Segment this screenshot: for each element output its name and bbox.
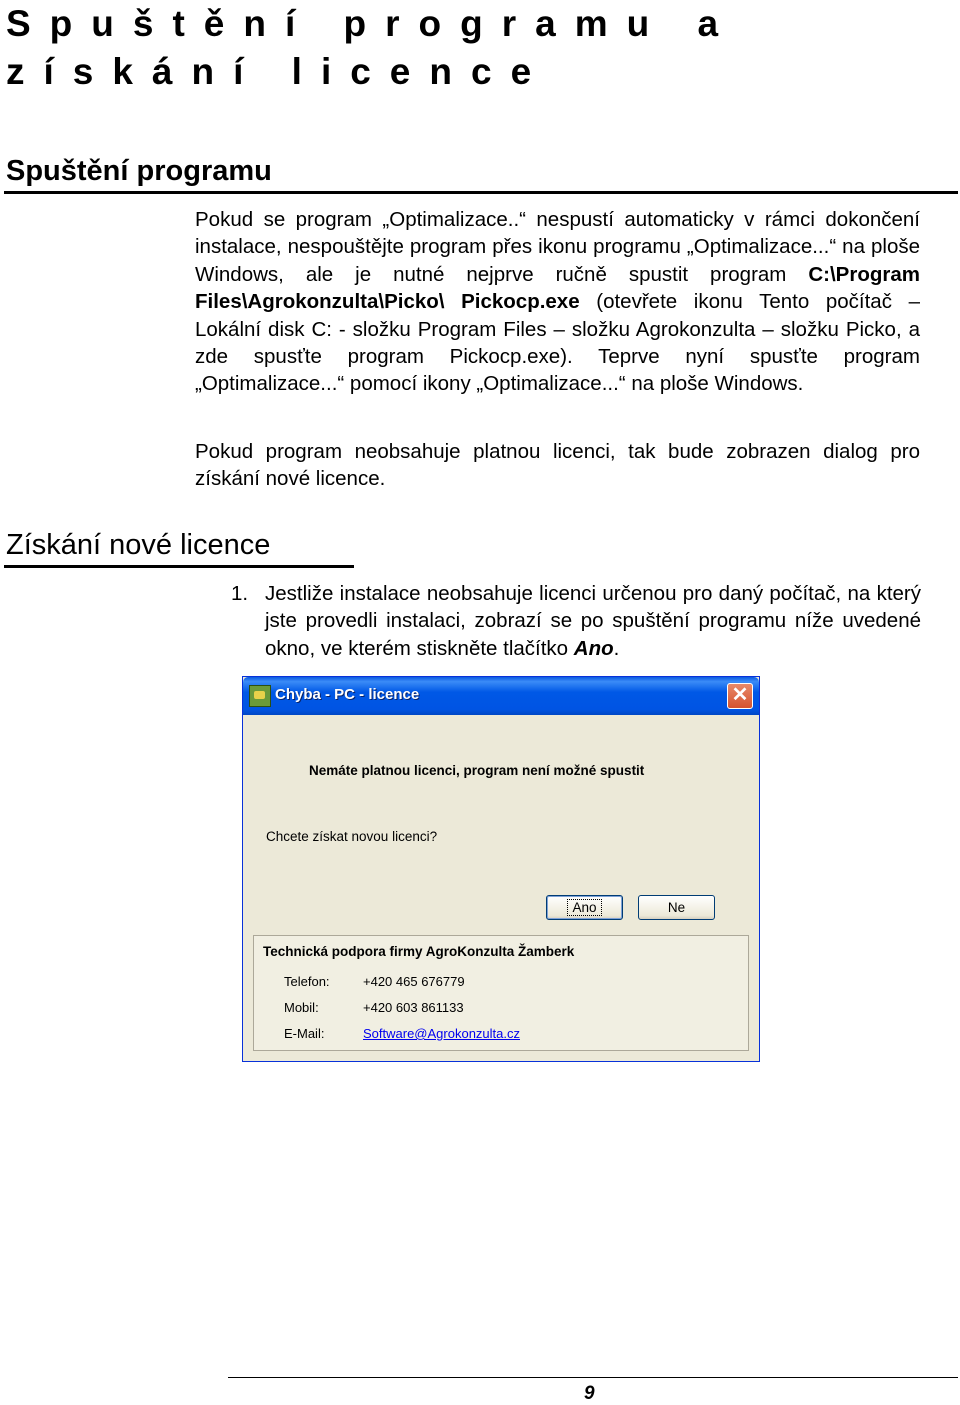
item-text-end: . bbox=[613, 636, 620, 660]
support-title: Technická podpora firmy AgroKonzulta Žamberk bbox=[263, 944, 575, 959]
close-button[interactable]: ✕ bbox=[727, 683, 753, 709]
support-panel bbox=[253, 935, 749, 1051]
paragraph-license-note: Pokud program neobsahuje platnou licenci, tak bude zobrazen dialog pro získání nové licence. bbox=[195, 440, 920, 491]
paragraph-text: (otevřete ikonu Tento počítač – Lokální disk C: - složku Program Files – složku Agrokonzulta – složku Picko, a zde spusťte program Pickocp.exe). Teprve nyní spusťte program „Optimalizace...“ pomocí ikony „Optimalizace...“ na ploše Windows. bbox=[195, 290, 920, 396]
yes-button[interactable] bbox=[546, 895, 623, 920]
footer-divider bbox=[228, 1377, 958, 1378]
paragraph-text: Pokud se program „Optimalizace..“ nespustí automaticky v rámci dokončení instalace, nespouštějte program přes ikonu programu „Optimalizace...“ na ploše Windows, ale je nutné nejprve ručně spustit program bbox=[195, 208, 920, 286]
paragraph-launch-instructions bbox=[195, 206, 920, 398]
phone-label: Telefon: bbox=[284, 974, 330, 989]
chapter-title bbox=[6, 0, 956, 96]
license-error-dialog bbox=[242, 676, 760, 1062]
yes-button-label: Ano bbox=[567, 899, 601, 916]
mobile-label: Mobil: bbox=[284, 1000, 319, 1015]
mobile-value: +420 603 861133 bbox=[363, 1000, 464, 1015]
numbered-item bbox=[231, 580, 921, 662]
item-text bbox=[265, 580, 921, 662]
item-emphasis: Ano bbox=[573, 636, 614, 660]
email-link[interactable]: Software@Agrokonzulta.cz bbox=[363, 1026, 520, 1041]
email-label: E-Mail: bbox=[284, 1026, 325, 1041]
section-heading-licence: Získání nové licence bbox=[6, 529, 271, 561]
phone-value: +420 465 676779 bbox=[363, 974, 465, 989]
app-icon bbox=[249, 685, 271, 707]
dialog-titlebar[interactable] bbox=[243, 677, 759, 715]
chapter-title-line1: Spuštění programu a bbox=[6, 3, 738, 44]
no-button[interactable]: Ne bbox=[638, 895, 715, 920]
question-text: Chcete získat novou licenci? bbox=[266, 829, 438, 844]
item-number: 1. bbox=[231, 582, 249, 605]
item-text-body: Jestliže instalace neobsahuje licenci určenou pro daný počítač, na který jste provedli instalaci, zobrazí se po spuštění programu níže uvedené okno, ve kterém stiskněte tlačítko bbox=[265, 582, 921, 660]
page-number: 9 bbox=[584, 1383, 595, 1404]
section-divider bbox=[4, 191, 958, 194]
dialog-title: Chyba - PC - licence bbox=[275, 686, 420, 703]
program-path: C:\Program Files\Agrokonzulta\Picko\ Pickocp.exe bbox=[195, 262, 920, 314]
chapter-title-line2: získání licence bbox=[6, 51, 551, 92]
error-message: Nemáte platnou licenci, program není možné spustit bbox=[309, 763, 645, 778]
section-divider bbox=[4, 565, 354, 568]
section-heading-spusteni: Spuštění programu bbox=[6, 155, 272, 187]
